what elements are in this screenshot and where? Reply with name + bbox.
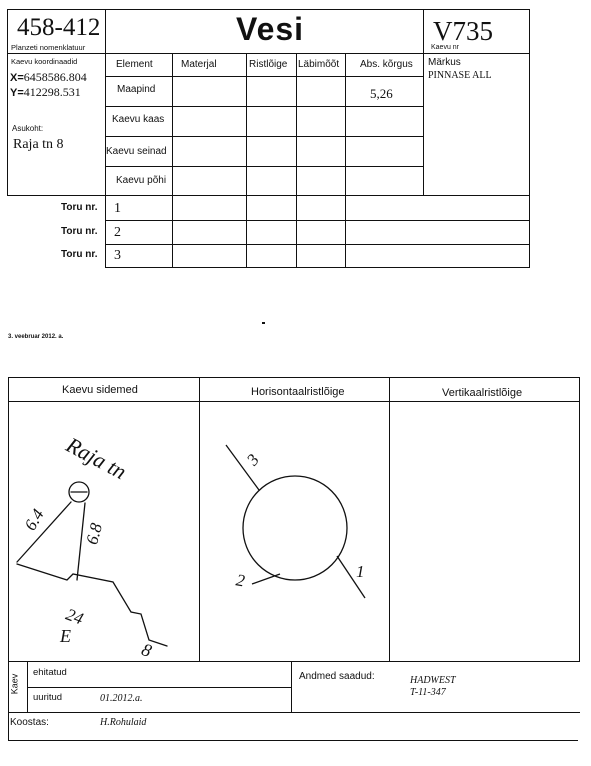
- pipe-mark-2: 2: [234, 570, 247, 591]
- well-label: Kaevu nr: [431, 44, 460, 51]
- measure-line-a: [17, 502, 71, 562]
- col-material: Materjal: [181, 59, 217, 70]
- col-section: Ristlõige: [249, 59, 288, 70]
- coord-x: [10, 70, 87, 85]
- panel-title-horizontal: Horisontaalristlõige: [251, 386, 345, 398]
- pipe-line-2: [252, 574, 280, 584]
- remarks-value: PINNASE ALL: [428, 70, 492, 81]
- coords-label: Kaevu koordinaadid: [11, 57, 78, 66]
- pipe-mark-3: 3: [242, 450, 263, 470]
- pipe-label-3: Toru nr.: [61, 249, 98, 260]
- footer-measured-label: uuritud: [33, 692, 63, 703]
- footer-measured-value: 01.2012.a.: [100, 693, 143, 704]
- sketch-dim-a: 6.4: [20, 505, 48, 534]
- pipe-value-3: 3: [114, 248, 121, 263]
- location-value: Raja tn 8: [13, 137, 64, 152]
- row-element-lid: Kaevu kaas: [112, 114, 165, 125]
- pipe-value-2: 2: [114, 225, 121, 240]
- coord-y-label: Y=: [10, 87, 24, 99]
- coord-y: [10, 85, 81, 100]
- sketch-dim-b: 6.8: [82, 521, 107, 547]
- remarks-label: Märkus: [428, 57, 461, 68]
- panel-title-vertical: Vertikaalristlõige: [442, 387, 523, 399]
- pipe-mark-1: 1: [356, 562, 365, 581]
- sketch-dim-c: 24: [63, 604, 86, 629]
- boundary-line: [17, 564, 167, 646]
- sketch-dim-e: 8: [139, 639, 155, 661]
- footer-data-source: HADWEST: [410, 675, 456, 686]
- coord-x-value: 6458586.804: [23, 70, 87, 84]
- horizontal-section-sketch: [200, 402, 389, 661]
- row-element-bottom: Kaevu põhi: [116, 175, 167, 186]
- pipe-line-3: [226, 445, 259, 490]
- pipe-value-1: 1: [114, 201, 121, 216]
- coord-x-label: X=: [10, 72, 24, 84]
- document-title: Vesi: [236, 11, 305, 47]
- date-note: 3. veebruar 2012. a.: [8, 334, 64, 340]
- col-abs-height: Abs. kõrgus: [360, 59, 413, 70]
- panel-title-connections: Kaevu sidemed: [62, 384, 138, 396]
- well-circle: [243, 476, 347, 580]
- scan-speck: [262, 322, 265, 324]
- pipe-label-1: Toru nr.: [61, 202, 98, 213]
- footer-side-label: Kaev: [9, 673, 20, 695]
- footer-built-label: ehitatud: [33, 667, 67, 678]
- footer-author-label: Koostas:: [10, 717, 49, 728]
- sketch-dim-d: E: [60, 626, 71, 646]
- footer-author-value: H.Rohulaid: [100, 717, 147, 728]
- sheet-label: Planzeti nomenklatuur: [11, 43, 86, 52]
- coord-y-value: 412298.531: [23, 85, 81, 99]
- row-element-walls: Kaevu seinad: [106, 146, 167, 157]
- col-element: Element: [116, 59, 153, 70]
- location-label: Asukoht:: [12, 124, 44, 133]
- sheet-code: 458-412: [17, 14, 101, 41]
- row-element-ground: Maapind: [117, 84, 156, 95]
- col-diameter: Läbimõõt: [298, 59, 340, 70]
- footer-data-ref: T-11-347: [410, 687, 446, 698]
- row-abs-ground: 5,26: [370, 86, 393, 101]
- well-id: V735: [433, 16, 493, 46]
- sketch-street: Raja tn: [62, 432, 131, 485]
- footer-data-label: Andmed saadud:: [299, 671, 375, 682]
- pipe-label-2: Toru nr.: [61, 226, 98, 237]
